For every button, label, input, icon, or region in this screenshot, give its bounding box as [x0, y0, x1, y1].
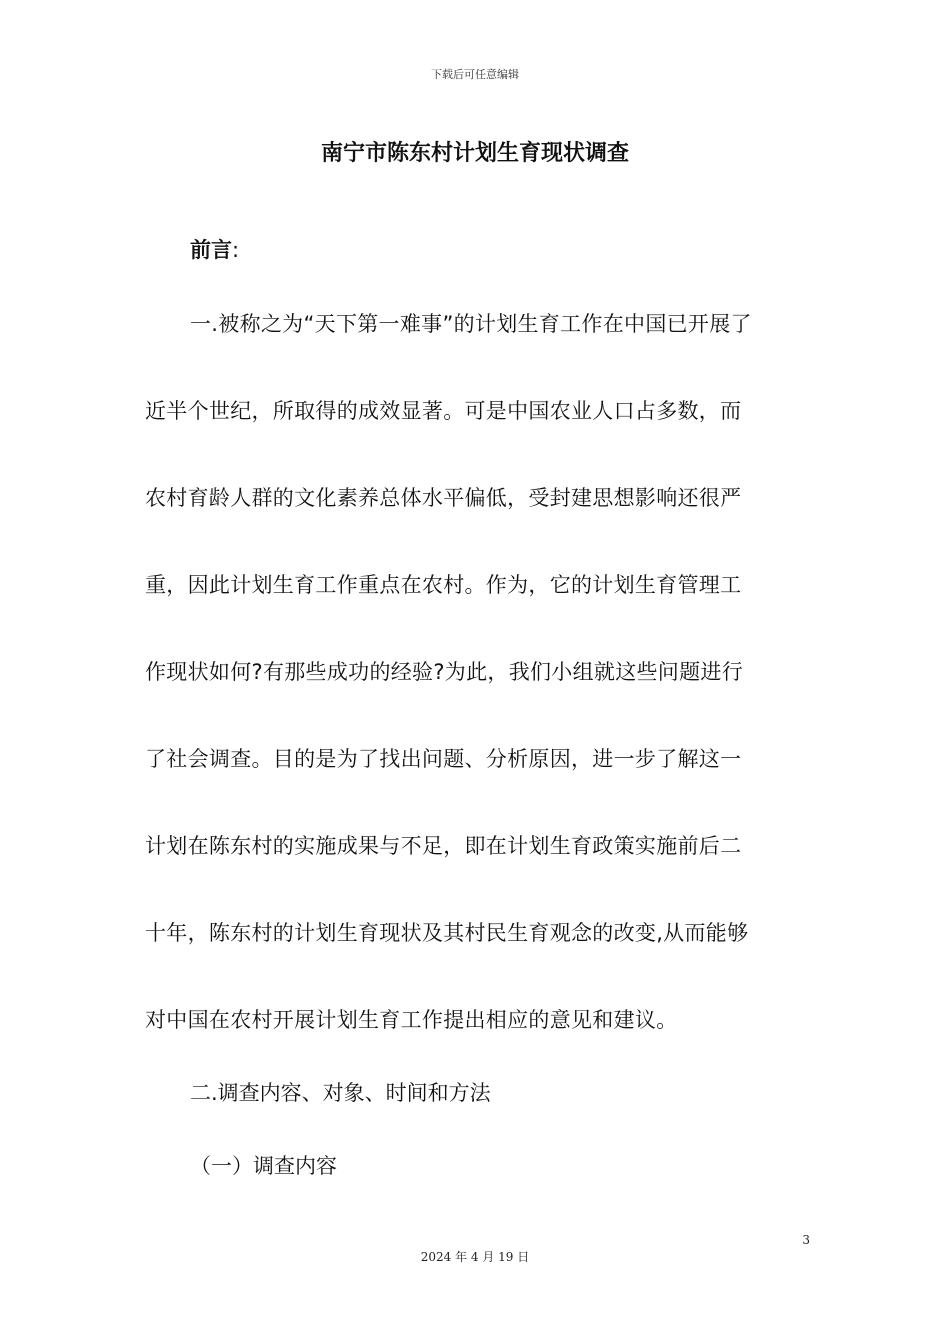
page-header: 下载后可任意编辑: [431, 68, 519, 81]
paragraph-line: 对中国在农村开展计划生育工作提出相应的意见和建议。: [145, 1008, 678, 1032]
preface-colon: :: [232, 238, 240, 262]
paragraph-line: 农村育龄人群的文化素养总体水平偏低，受封建思想影响还很严: [145, 486, 742, 510]
paragraph-intro: [145, 309, 810, 1092]
paragraph-line: 作现状如何?有那些成功的经验?为此，我们小组就这些问题进行: [145, 660, 743, 684]
paragraph-line: 十年，陈东村的计划生育现状及其村民生育观念的改变,从而能够: [145, 921, 749, 945]
paragraph-line: 近半个世纪，所取得的成效显著。可是中国农业人口占多数，而: [145, 399, 742, 423]
footer-date: 2024 年 4 月 19 日: [420, 1250, 530, 1264]
document-title: 南宁市陈东村计划生育现状调查: [320, 141, 629, 166]
preface-heading: [190, 234, 239, 264]
preface-label: 前言: [190, 238, 232, 262]
page-number: 3: [802, 1233, 810, 1247]
paragraph-line: 计划在陈东村的实施成果与不足，即在计划生育政策实施前后二: [145, 834, 742, 858]
paragraph-line: 一.被称之为“天下第一难事”的计划生育工作在中国已开展了: [190, 312, 752, 336]
subsection-1-heading: （一）调查内容: [190, 1154, 337, 1178]
paragraph-line: 了社会调查。目的是为了找出问题、分析原因，进一步了解这一: [145, 747, 742, 771]
paragraph-line: 重，因此计划生育工作重点在农村。作为，它的计划生育管理工: [145, 573, 742, 597]
section-2-heading: 二.调查内容、对象、时间和方法: [190, 1081, 491, 1105]
